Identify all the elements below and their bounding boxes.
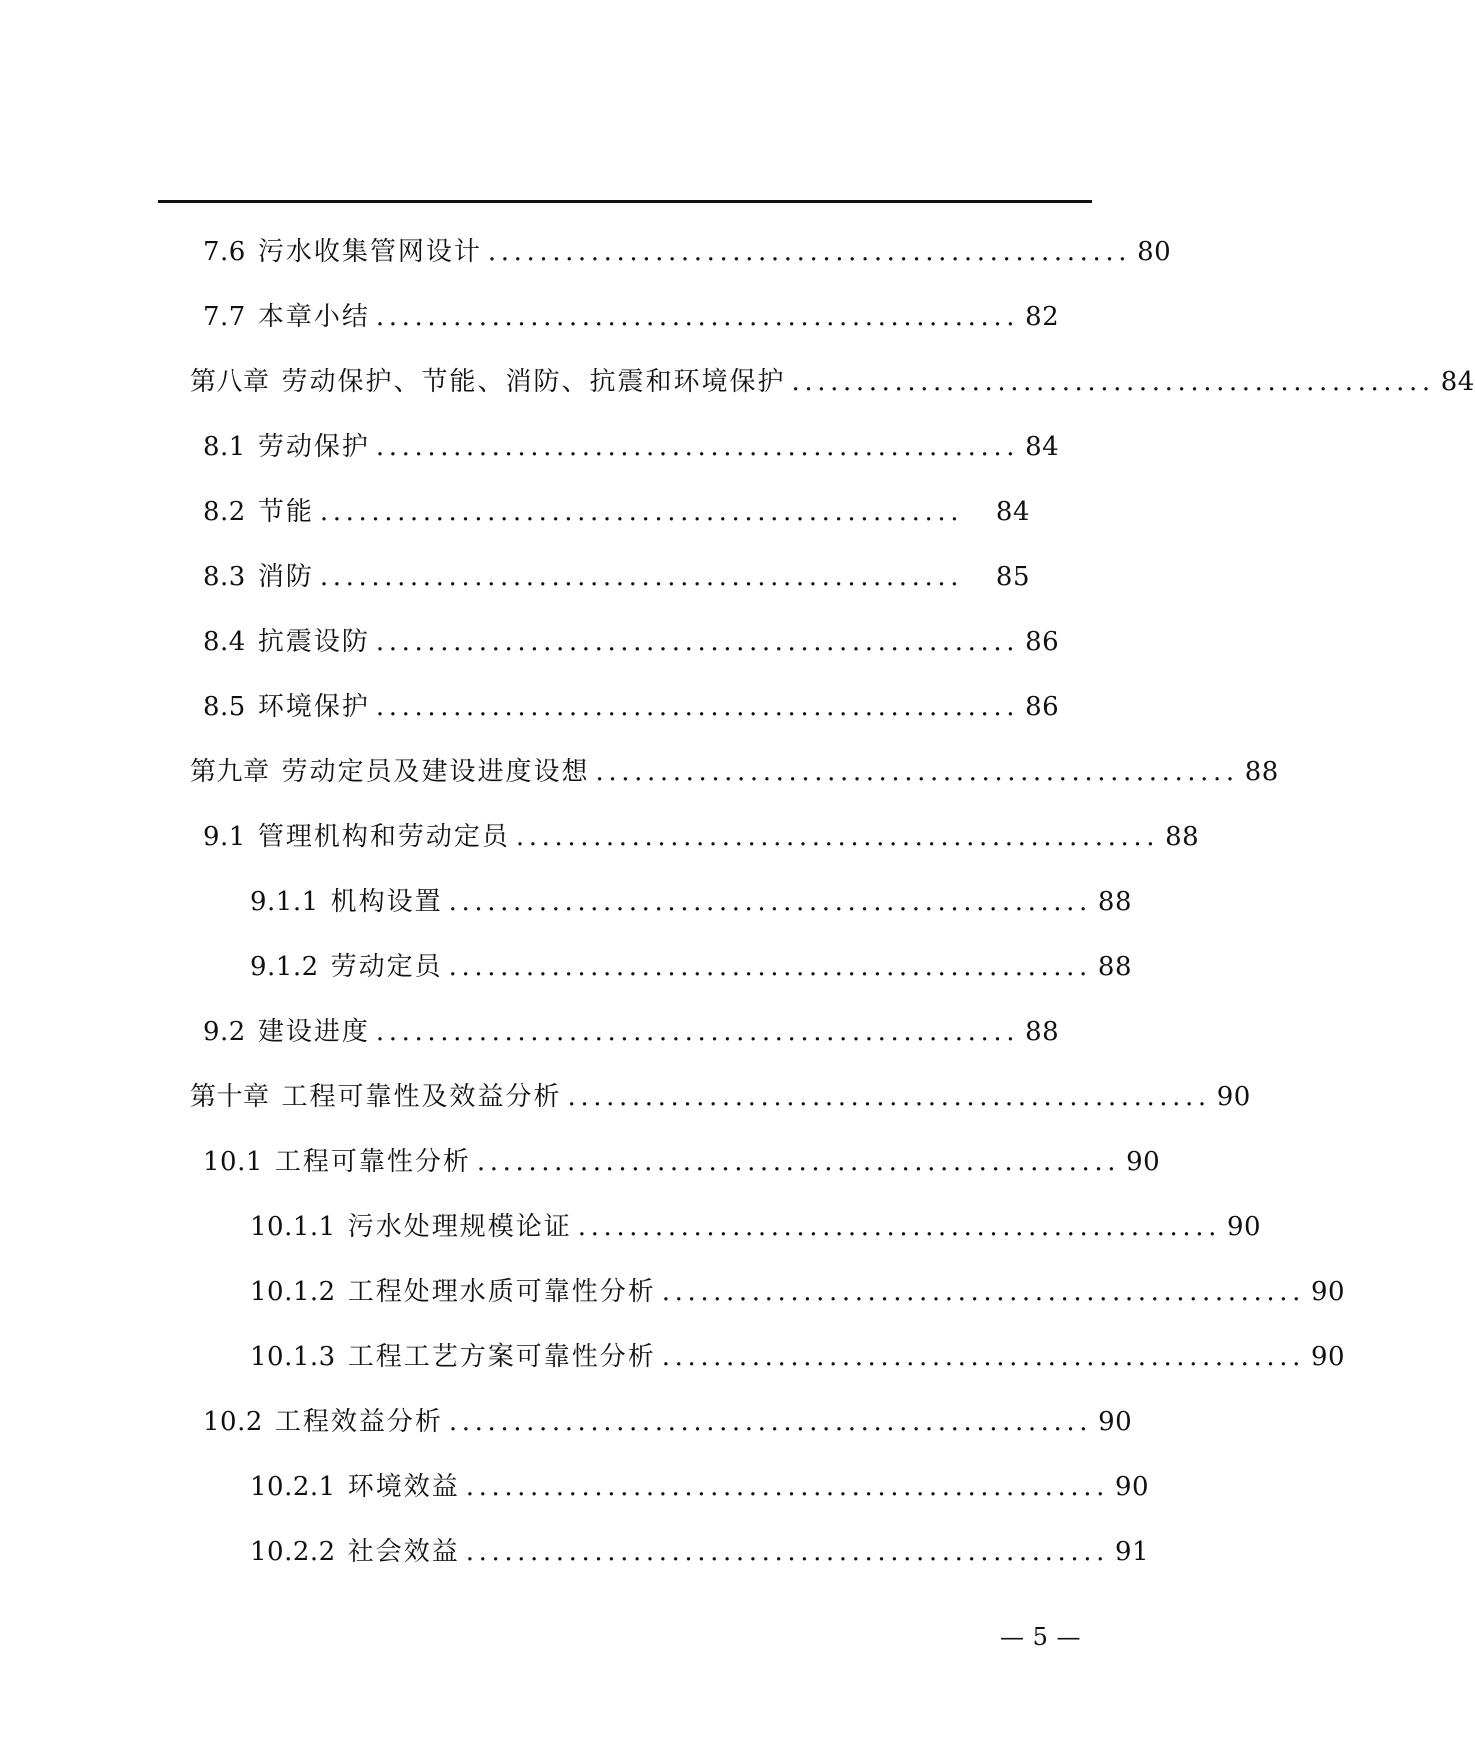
toc-entry-title: 管理机构和劳动定员 <box>257 822 510 852</box>
toc-dot-leader: .................................................. <box>791 367 1435 397</box>
toc-entry-page: 90 <box>1098 1407 1133 1437</box>
toc-entry-number: 9.1 <box>203 822 246 852</box>
toc-dot-leader: .................................................. <box>661 1277 1305 1307</box>
toc-entry-page: 88 <box>1097 887 1132 917</box>
toc-entry-page: 90 <box>1216 1082 1251 1112</box>
toc-dot-leader: .................................................. <box>577 1212 1221 1242</box>
toc-entry-number: 8.1 <box>203 432 246 462</box>
toc-dot-leader: .................................................. <box>375 432 1020 462</box>
toc-entry-title: 工程处理水质可靠性分析 <box>347 1277 656 1307</box>
toc-entry-page: 88 <box>1165 822 1200 852</box>
toc-entry-title: 本章小结 <box>257 302 370 332</box>
toc-entry-8-5[interactable] <box>203 687 1060 727</box>
toc-entry-8-4[interactable] <box>203 622 1060 662</box>
toc-entry-number: 7.6 <box>203 237 246 267</box>
toc-entry-9-1-2[interactable] <box>250 947 1132 987</box>
toc-entry-page: 88 <box>1097 952 1132 982</box>
toc-entry-title: 劳动定员及建设进度设想 <box>281 757 590 787</box>
toc-dot-leader: .................................................. <box>661 1342 1305 1372</box>
toc-entry-title: 节能 <box>257 497 314 527</box>
toc-entry-10-2-1[interactable] <box>250 1467 1150 1507</box>
toc-dot-leader: .................................................. <box>448 952 1092 982</box>
toc-entry-9-1[interactable] <box>203 817 1200 857</box>
toc-entry-title: 污水处理规模论证 <box>347 1212 572 1242</box>
toc-entry-title: 污水收集管网设计 <box>257 237 482 267</box>
toc-entry-title: 劳动保护、节能、消防、抗震和环境保护 <box>281 367 786 397</box>
toc-entry-chapter-9[interactable] <box>190 752 1279 792</box>
toc-entry-number: 10.2.1 <box>250 1472 336 1502</box>
toc-entry-title: 消防 <box>257 562 314 592</box>
toc-dot-leader: .................................................. <box>465 1537 1109 1567</box>
toc-dot-leader: .................................................. <box>465 1472 1109 1502</box>
toc-entry-title: 环境保护 <box>257 692 370 722</box>
toc-dot-leader: .................................................. <box>375 302 1020 332</box>
toc-dot-leader: .................................................. <box>567 1082 1211 1112</box>
toc-entry-page: 86 <box>1025 692 1060 722</box>
footer-page-number: — 5 — <box>1000 1623 1082 1651</box>
toc-entry-page: 90 <box>1226 1212 1262 1242</box>
toc-dot-leader: .................................................. <box>375 692 1020 722</box>
toc-entry-8-2[interactable] <box>203 492 1030 532</box>
toc-entry-number: 8.5 <box>203 692 246 722</box>
toc-entry-10-2[interactable] <box>203 1402 1133 1442</box>
toc-dot-leader: .................................................. <box>515 822 1160 852</box>
toc-entry-9-2[interactable] <box>203 1012 1060 1052</box>
toc-entry-number: 10.1 <box>203 1147 263 1177</box>
toc-entry-8-1[interactable] <box>203 427 1060 467</box>
toc-entry-9-1-1[interactable] <box>250 882 1132 922</box>
toc-entry-chapter-8[interactable] <box>190 362 1475 402</box>
toc-entry-page: 80 <box>1137 237 1172 267</box>
toc-entry-page: 91 <box>1114 1537 1150 1567</box>
toc-entry-number: 10.1.2 <box>250 1277 336 1307</box>
toc-entry-title: 工程可靠性分析 <box>274 1147 471 1177</box>
toc-dot-leader: .................................................. <box>448 887 1092 917</box>
toc-entry-page: 88 <box>1025 1017 1060 1047</box>
toc-entry-page: 86 <box>1025 627 1060 657</box>
toc-entry-page: 90 <box>1126 1147 1161 1177</box>
toc-entry-title: 劳动保护 <box>257 432 370 462</box>
toc-entry-number: 9.1.2 <box>250 952 319 982</box>
toc-entry-8-3[interactable] <box>203 557 1030 597</box>
toc-entry-chapter-10[interactable] <box>190 1077 1251 1117</box>
toc-entry-number: 8.3 <box>203 562 246 592</box>
toc-entry-title: 抗震设防 <box>257 627 370 657</box>
toc-dot-leader: .................................................. <box>375 1017 1020 1047</box>
toc-dot-leader: .................................................. <box>487 237 1132 267</box>
toc-entry-title: 社会效益 <box>347 1537 460 1567</box>
toc-entry-title: 劳动定员 <box>330 952 443 982</box>
toc-entry-page: 88 <box>1244 757 1279 787</box>
toc-entry-title: 机构设置 <box>330 887 443 917</box>
toc-entry-10-1-1[interactable] <box>250 1207 1262 1247</box>
toc-entry-7-7[interactable] <box>203 297 1060 337</box>
toc-entry-title: 环境效益 <box>347 1472 460 1502</box>
toc-entry-page: 90 <box>1114 1472 1150 1502</box>
toc-entry-page: 84 <box>1440 367 1475 397</box>
toc-dot-leader: .................................................. <box>319 497 964 527</box>
toc-entry-7-6[interactable] <box>203 232 1172 272</box>
toc-entry-number: 8.4 <box>203 627 246 657</box>
toc-entry-title: 工程工艺方案可靠性分析 <box>347 1342 656 1372</box>
toc-entry-number: 第十章 <box>190 1082 270 1112</box>
toc-dot-leader: .................................................. <box>448 1407 1093 1437</box>
toc-entry-number: 10.2.2 <box>250 1537 336 1567</box>
toc-dot-leader: .................................................. <box>476 1147 1121 1177</box>
toc-entry-10-1-3[interactable] <box>250 1337 1346 1377</box>
toc-entry-number: 7.7 <box>203 302 246 332</box>
toc-entry-number: 第八章 <box>190 367 270 397</box>
toc-entry-10-1-2[interactable] <box>250 1272 1346 1312</box>
toc-entry-title: 工程可靠性及效益分析 <box>281 1082 562 1112</box>
toc-entry-10-2-2[interactable] <box>250 1532 1150 1572</box>
toc-dot-leader: .................................................. <box>595 757 1239 787</box>
toc-entry-title: 工程效益分析 <box>274 1407 443 1437</box>
toc-entry-number: 9.1.1 <box>250 887 319 917</box>
toc-entry-page: 82 <box>1025 302 1060 332</box>
toc-entry-10-1[interactable] <box>203 1142 1161 1182</box>
toc-entry-page: 84 <box>995 497 1030 527</box>
toc-entry-number: 10.2 <box>203 1407 263 1437</box>
toc-dot-leader: .................................................. <box>375 627 1020 657</box>
toc-entry-page: 90 <box>1310 1277 1346 1307</box>
toc-dot-leader: .................................................. <box>319 562 964 592</box>
toc-entry-page: 85 <box>995 562 1030 592</box>
toc-entry-number: 第九章 <box>190 757 270 787</box>
toc-entry-number: 8.2 <box>203 497 246 527</box>
toc-entry-page: 84 <box>1025 432 1060 462</box>
toc-entry-number: 10.1.3 <box>250 1342 336 1372</box>
toc-entry-page: 90 <box>1310 1342 1346 1372</box>
toc-entry-number: 9.2 <box>203 1017 246 1047</box>
toc-entry-number: 10.1.1 <box>250 1212 336 1242</box>
toc-entry-title: 建设进度 <box>257 1017 370 1047</box>
